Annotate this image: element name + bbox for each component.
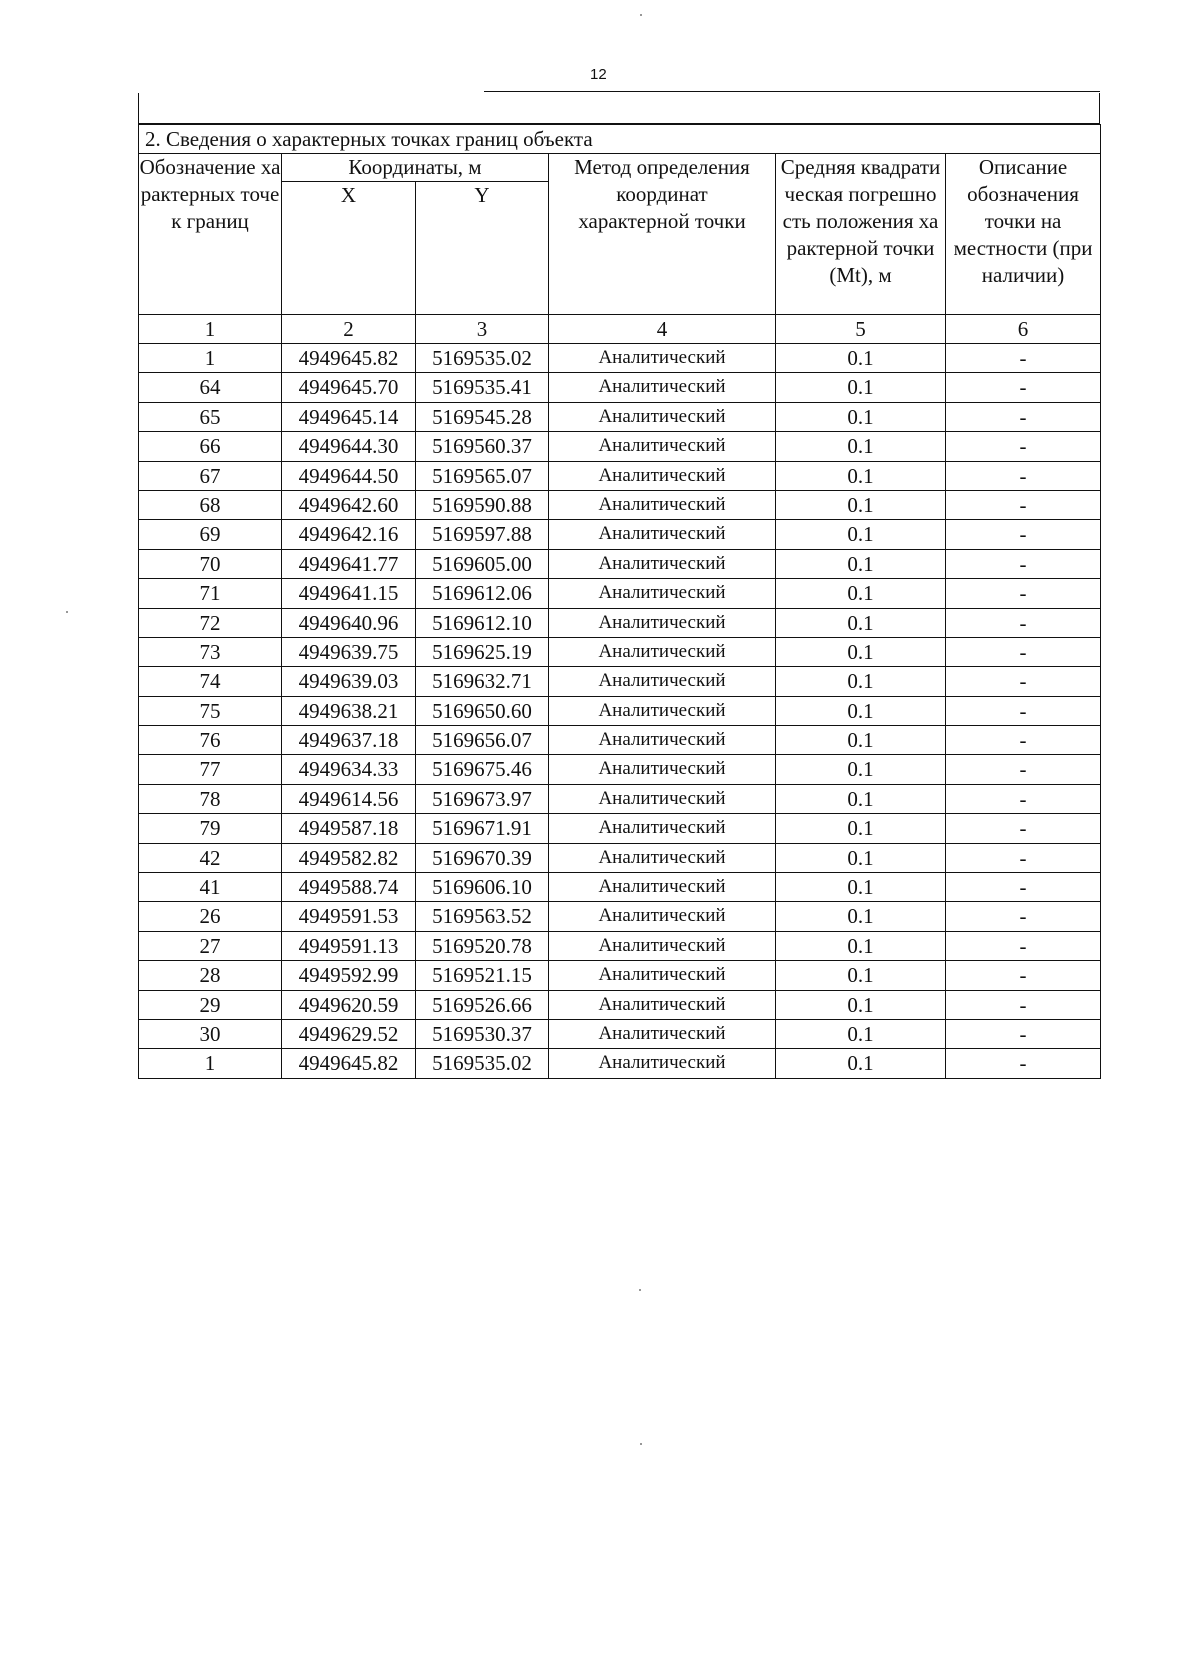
table-row bbox=[139, 637, 1101, 666]
description-cell: - bbox=[946, 931, 1101, 960]
method-cell: Аналитический bbox=[549, 432, 776, 461]
description-cell: - bbox=[946, 520, 1101, 549]
mean-error-cell: 0.1 bbox=[776, 1019, 946, 1048]
description-cell: - bbox=[946, 373, 1101, 402]
y-coordinate-cell: 5169612.06 bbox=[416, 579, 549, 608]
x-coordinate-cell: 4949642.60 bbox=[282, 490, 416, 519]
description-cell: - bbox=[946, 549, 1101, 578]
description-cell: - bbox=[946, 402, 1101, 431]
method-cell: Аналитический bbox=[549, 931, 776, 960]
mean-error-cell: 0.1 bbox=[776, 549, 946, 578]
y-coordinate-cell: 5169521.15 bbox=[416, 961, 549, 990]
table-row bbox=[139, 755, 1101, 784]
mean-error-cell: 0.1 bbox=[776, 1049, 946, 1078]
table-row bbox=[139, 373, 1101, 402]
point-id-cell: 76 bbox=[139, 726, 282, 755]
y-coordinate-cell: 5169590.88 bbox=[416, 490, 549, 519]
description-cell: - bbox=[946, 784, 1101, 813]
method-cell: Аналитический bbox=[549, 1019, 776, 1048]
column-number-2: 2 bbox=[282, 315, 416, 344]
x-coordinate-cell: 4949637.18 bbox=[282, 726, 416, 755]
y-coordinate-cell: 5169545.28 bbox=[416, 402, 549, 431]
mean-error-cell: 0.1 bbox=[776, 461, 946, 490]
table-row bbox=[139, 461, 1101, 490]
y-coordinate-cell: 5169597.88 bbox=[416, 520, 549, 549]
table-row bbox=[139, 931, 1101, 960]
table-row bbox=[139, 726, 1101, 755]
scan-speck bbox=[640, 14, 642, 16]
x-coordinate-cell: 4949620.59 bbox=[282, 990, 416, 1019]
mean-error-cell: 0.1 bbox=[776, 667, 946, 696]
method-cell: Аналитический bbox=[549, 667, 776, 696]
y-coordinate-cell: 5169670.39 bbox=[416, 843, 549, 872]
description-cell: - bbox=[946, 461, 1101, 490]
mean-error-cell: 0.1 bbox=[776, 961, 946, 990]
header-method: Метод определения координат характерной точки bbox=[549, 154, 776, 315]
frame-box bbox=[138, 93, 1100, 124]
x-coordinate-cell: 4949645.82 bbox=[282, 1049, 416, 1078]
point-id-cell: 69 bbox=[139, 520, 282, 549]
table-row bbox=[139, 549, 1101, 578]
point-id-cell: 1 bbox=[139, 1049, 282, 1078]
method-cell: Аналитический bbox=[549, 344, 776, 373]
y-coordinate-cell: 5169606.10 bbox=[416, 873, 549, 902]
table-row bbox=[139, 902, 1101, 931]
section-title: 2. Сведения о характерных точках границ объекта bbox=[139, 125, 1101, 154]
description-cell: - bbox=[946, 961, 1101, 990]
table-row bbox=[139, 1049, 1101, 1078]
point-id-cell: 41 bbox=[139, 873, 282, 902]
method-cell: Аналитический bbox=[549, 373, 776, 402]
y-coordinate-cell: 5169565.07 bbox=[416, 461, 549, 490]
description-cell: - bbox=[946, 432, 1101, 461]
header-description: Описание обозначения точки на местности (при наличии) bbox=[946, 154, 1101, 315]
description-cell: - bbox=[946, 579, 1101, 608]
point-id-cell: 79 bbox=[139, 814, 282, 843]
mean-error-cell: 0.1 bbox=[776, 990, 946, 1019]
description-cell: - bbox=[946, 1049, 1101, 1078]
y-coordinate-cell: 5169530.37 bbox=[416, 1019, 549, 1048]
table-row bbox=[139, 667, 1101, 696]
description-cell: - bbox=[946, 755, 1101, 784]
y-coordinate-cell: 5169671.91 bbox=[416, 814, 549, 843]
mean-error-cell: 0.1 bbox=[776, 637, 946, 666]
method-cell: Аналитический bbox=[549, 461, 776, 490]
method-cell: Аналитический bbox=[549, 608, 776, 637]
table-row bbox=[139, 432, 1101, 461]
mean-error-cell: 0.1 bbox=[776, 814, 946, 843]
point-id-cell: 70 bbox=[139, 549, 282, 578]
point-id-cell: 29 bbox=[139, 990, 282, 1019]
method-cell: Аналитический bbox=[549, 784, 776, 813]
description-cell: - bbox=[946, 726, 1101, 755]
scan-speck bbox=[66, 611, 68, 613]
method-cell: Аналитический bbox=[549, 755, 776, 784]
mean-error-cell: 0.1 bbox=[776, 490, 946, 519]
mean-error-cell: 0.1 bbox=[776, 520, 946, 549]
y-coordinate-cell: 5169520.78 bbox=[416, 931, 549, 960]
page-number: 12 bbox=[590, 66, 607, 83]
method-cell: Аналитический bbox=[549, 873, 776, 902]
method-cell: Аналитический bbox=[549, 961, 776, 990]
x-coordinate-cell: 4949639.75 bbox=[282, 637, 416, 666]
point-id-cell: 68 bbox=[139, 490, 282, 519]
mean-error-cell: 0.1 bbox=[776, 873, 946, 902]
x-coordinate-cell: 4949591.13 bbox=[282, 931, 416, 960]
y-coordinate-cell: 5169675.46 bbox=[416, 755, 549, 784]
description-cell: - bbox=[946, 814, 1101, 843]
header-y: Y bbox=[416, 182, 549, 315]
scan-speck bbox=[639, 1289, 641, 1291]
column-number-3: 3 bbox=[416, 315, 549, 344]
mean-error-cell: 0.1 bbox=[776, 432, 946, 461]
point-id-cell: 73 bbox=[139, 637, 282, 666]
column-number-1: 1 bbox=[139, 315, 282, 344]
x-coordinate-cell: 4949634.33 bbox=[282, 755, 416, 784]
point-id-cell: 66 bbox=[139, 432, 282, 461]
point-id-cell: 42 bbox=[139, 843, 282, 872]
point-id-cell: 28 bbox=[139, 961, 282, 990]
description-cell: - bbox=[946, 873, 1101, 902]
x-coordinate-cell: 4949644.30 bbox=[282, 432, 416, 461]
point-id-cell: 67 bbox=[139, 461, 282, 490]
table-row bbox=[139, 579, 1101, 608]
method-cell: Аналитический bbox=[549, 579, 776, 608]
x-coordinate-cell: 4949640.96 bbox=[282, 608, 416, 637]
method-cell: Аналитический bbox=[549, 549, 776, 578]
point-id-cell: 78 bbox=[139, 784, 282, 813]
method-cell: Аналитический bbox=[549, 637, 776, 666]
header-x: X bbox=[282, 182, 416, 315]
table-row bbox=[139, 784, 1101, 813]
description-cell: - bbox=[946, 843, 1101, 872]
y-coordinate-cell: 5169535.41 bbox=[416, 373, 549, 402]
point-id-cell: 71 bbox=[139, 579, 282, 608]
point-id-cell: 27 bbox=[139, 931, 282, 960]
mean-error-cell: 0.1 bbox=[776, 843, 946, 872]
y-coordinate-cell: 5169535.02 bbox=[416, 1049, 549, 1078]
x-coordinate-cell: 4949591.53 bbox=[282, 902, 416, 931]
y-coordinate-cell: 5169656.07 bbox=[416, 726, 549, 755]
point-id-cell: 26 bbox=[139, 902, 282, 931]
header-coordinates: Координаты, м bbox=[282, 154, 549, 182]
mean-error-cell: 0.1 bbox=[776, 902, 946, 931]
scan-speck bbox=[640, 1443, 642, 1445]
table-row bbox=[139, 990, 1101, 1019]
mean-error-cell: 0.1 bbox=[776, 579, 946, 608]
column-number-5: 5 bbox=[776, 315, 946, 344]
y-coordinate-cell: 5169563.52 bbox=[416, 902, 549, 931]
table-row bbox=[139, 873, 1101, 902]
y-coordinate-cell: 5169560.37 bbox=[416, 432, 549, 461]
table-row bbox=[139, 490, 1101, 519]
x-coordinate-cell: 4949645.82 bbox=[282, 344, 416, 373]
x-coordinate-cell: 4949588.74 bbox=[282, 873, 416, 902]
mean-error-cell: 0.1 bbox=[776, 402, 946, 431]
y-coordinate-cell: 5169526.66 bbox=[416, 990, 549, 1019]
y-coordinate-cell: 5169605.00 bbox=[416, 549, 549, 578]
point-id-cell: 64 bbox=[139, 373, 282, 402]
table-row bbox=[139, 843, 1101, 872]
x-coordinate-cell: 4949642.16 bbox=[282, 520, 416, 549]
y-coordinate-cell: 5169650.60 bbox=[416, 696, 549, 725]
description-cell: - bbox=[946, 344, 1101, 373]
method-cell: Аналитический bbox=[549, 520, 776, 549]
method-cell: Аналитический bbox=[549, 1049, 776, 1078]
x-coordinate-cell: 4949629.52 bbox=[282, 1019, 416, 1048]
table-row bbox=[139, 520, 1101, 549]
table-row bbox=[139, 402, 1101, 431]
x-coordinate-cell: 4949645.70 bbox=[282, 373, 416, 402]
description-cell: - bbox=[946, 696, 1101, 725]
table-row bbox=[139, 1019, 1101, 1048]
description-cell: - bbox=[946, 990, 1101, 1019]
method-cell: Аналитический bbox=[549, 814, 776, 843]
x-coordinate-cell: 4949644.50 bbox=[282, 461, 416, 490]
x-coordinate-cell: 4949641.77 bbox=[282, 549, 416, 578]
point-id-cell: 74 bbox=[139, 667, 282, 696]
x-coordinate-cell: 4949582.82 bbox=[282, 843, 416, 872]
method-cell: Аналитический bbox=[549, 726, 776, 755]
method-cell: Аналитический bbox=[549, 990, 776, 1019]
mean-error-cell: 0.1 bbox=[776, 755, 946, 784]
method-cell: Аналитический bbox=[549, 402, 776, 431]
mean-error-cell: 0.1 bbox=[776, 696, 946, 725]
y-coordinate-cell: 5169612.10 bbox=[416, 608, 549, 637]
method-cell: Аналитический bbox=[549, 696, 776, 725]
table-row bbox=[139, 961, 1101, 990]
column-number-4: 4 bbox=[549, 315, 776, 344]
y-coordinate-cell: 5169535.02 bbox=[416, 344, 549, 373]
header-point-designation: Обозначение характерных точек границ bbox=[139, 154, 282, 315]
table-row bbox=[139, 696, 1101, 725]
header-rule bbox=[484, 91, 1100, 92]
description-cell: - bbox=[946, 902, 1101, 931]
point-id-cell: 65 bbox=[139, 402, 282, 431]
mean-error-cell: 0.1 bbox=[776, 784, 946, 813]
characteristic-points-table bbox=[138, 124, 1101, 1079]
x-coordinate-cell: 4949639.03 bbox=[282, 667, 416, 696]
description-cell: - bbox=[946, 490, 1101, 519]
description-cell: - bbox=[946, 608, 1101, 637]
table-row bbox=[139, 814, 1101, 843]
x-coordinate-cell: 4949614.56 bbox=[282, 784, 416, 813]
x-coordinate-cell: 4949592.99 bbox=[282, 961, 416, 990]
point-id-cell: 1 bbox=[139, 344, 282, 373]
y-coordinate-cell: 5169625.19 bbox=[416, 637, 549, 666]
mean-error-cell: 0.1 bbox=[776, 373, 946, 402]
table-row bbox=[139, 344, 1101, 373]
method-cell: Аналитический bbox=[549, 490, 776, 519]
description-cell: - bbox=[946, 667, 1101, 696]
column-number-6: 6 bbox=[946, 315, 1101, 344]
x-coordinate-cell: 4949645.14 bbox=[282, 402, 416, 431]
header-mean-error: Средняя квадратическая погрешность положения характерной точки (Mt), м bbox=[776, 154, 946, 315]
point-id-cell: 77 bbox=[139, 755, 282, 784]
point-id-cell: 72 bbox=[139, 608, 282, 637]
table-row bbox=[139, 608, 1101, 637]
point-id-cell: 75 bbox=[139, 696, 282, 725]
x-coordinate-cell: 4949638.21 bbox=[282, 696, 416, 725]
description-cell: - bbox=[946, 1019, 1101, 1048]
point-id-cell: 30 bbox=[139, 1019, 282, 1048]
method-cell: Аналитический bbox=[549, 902, 776, 931]
mean-error-cell: 0.1 bbox=[776, 608, 946, 637]
y-coordinate-cell: 5169673.97 bbox=[416, 784, 549, 813]
mean-error-cell: 0.1 bbox=[776, 726, 946, 755]
mean-error-cell: 0.1 bbox=[776, 931, 946, 960]
mean-error-cell: 0.1 bbox=[776, 344, 946, 373]
x-coordinate-cell: 4949641.15 bbox=[282, 579, 416, 608]
method-cell: Аналитический bbox=[549, 843, 776, 872]
y-coordinate-cell: 5169632.71 bbox=[416, 667, 549, 696]
description-cell: - bbox=[946, 637, 1101, 666]
x-coordinate-cell: 4949587.18 bbox=[282, 814, 416, 843]
